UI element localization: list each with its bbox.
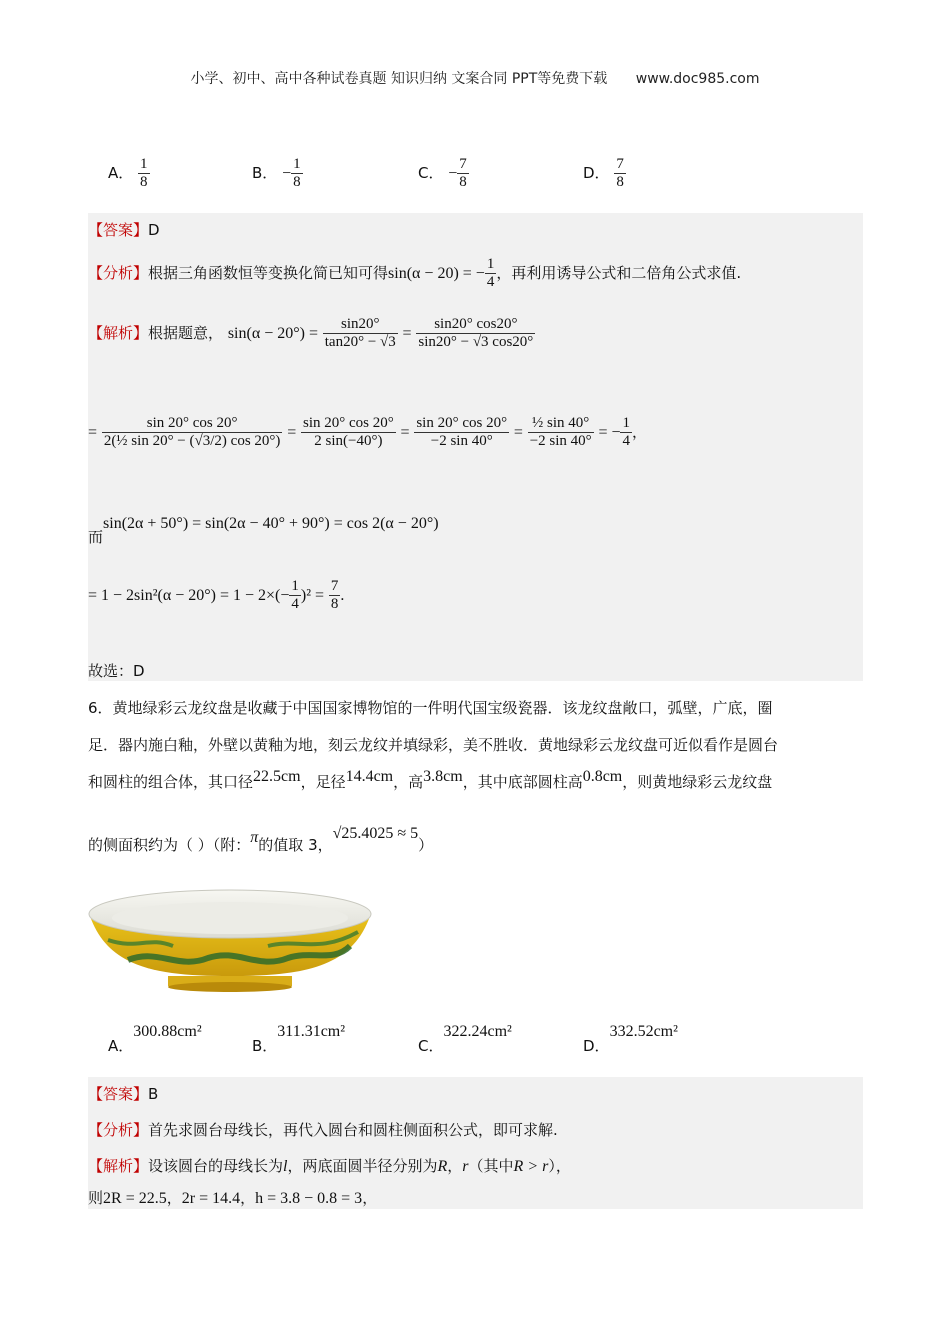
page-header [0, 68, 950, 88]
header-url: www.doc985.com [635, 71, 760, 87]
q6-text: ，足径 [300, 773, 346, 791]
q5-equation-3 [88, 512, 439, 546]
eq2-fraction-2 [301, 415, 396, 450]
option-letter: A． [108, 1037, 134, 1055]
denominator: 8 [293, 174, 301, 190]
header-text: 小学、初中、高中各种试卷真题 知识归纳 文案合同 PPT等免费下载 [190, 71, 608, 87]
denominator: tan20° − √3 [324, 334, 396, 350]
solution-text: 根据题意， [148, 324, 224, 342]
math-h: h = 3.8 − 0.8 = 3 [255, 1190, 363, 1207]
numerator: sin20° cos20° [434, 316, 518, 332]
denominator: 2(½ sin 20° − (√3/2) cos 20°) [103, 433, 281, 449]
q5-equation-4 [88, 578, 344, 613]
option-sign: − [282, 165, 292, 182]
solution-text: ）， [548, 1157, 571, 1175]
cylinder-height: 0.8cm [582, 768, 623, 785]
solution-text: ， [166, 1189, 182, 1207]
q6-option-c [418, 1020, 512, 1055]
q6-text: 6．黄地绿彩云龙纹盘是收藏于中国国家博物馆的一件明代国宝级瓷器．该龙纹盘敞口，弧壁，广底，圈 [88, 699, 773, 717]
equals: = [88, 424, 98, 441]
analysis-tag: 【分析】 [88, 1121, 149, 1139]
solution-tag: 【解析】 [88, 324, 149, 342]
solution-text: ， [362, 1189, 378, 1207]
analysis-text: 根据三角函数恒等变换化简已知可得 [148, 264, 389, 282]
option-fraction [457, 156, 469, 191]
denominator: −2 sin 40° [529, 433, 592, 449]
option-value: 332.52cm² [609, 1023, 678, 1040]
denominator: sin20° − √3 cos20° [418, 334, 534, 350]
q5-option-a [108, 156, 150, 191]
solution-text: ， [447, 1157, 463, 1175]
equals: = [287, 424, 297, 441]
option-letter: B． [252, 1037, 278, 1055]
q6-text: ，则黄地绿彩云龙纹盘 [622, 773, 773, 791]
q6-line-2 [88, 734, 778, 755]
denominator: 8 [616, 174, 624, 190]
q5-option-d [583, 156, 626, 191]
solution-text: 设该圆台的母线长为 [148, 1157, 284, 1175]
q6-solution-line [88, 1155, 571, 1176]
q6-option-b [252, 1020, 346, 1055]
eq3-math: sin(2α + 50°) = sin(2α − 40° + 90°) = cos 2(α − 20°) [103, 515, 439, 532]
denominator: 8 [330, 596, 339, 612]
numerator: sin20° [341, 316, 380, 332]
option-letter: B． [252, 164, 278, 182]
q5-option-b [252, 156, 303, 191]
numerator: sin 20° cos 20° [303, 415, 394, 431]
denominator: 8 [459, 174, 467, 190]
period: . [340, 587, 345, 604]
q5-choose-line [88, 660, 145, 681]
numerator: sin 20° cos 20° [146, 415, 238, 431]
option-letter: C． [418, 1037, 444, 1055]
eq1-fraction-2 [416, 316, 535, 351]
analysis-math: sin(α − 20) = − [388, 265, 485, 282]
var-R: R [437, 1158, 448, 1175]
answer-tag: 【答案】 [88, 221, 149, 239]
choose-text: 故选：D [88, 662, 145, 680]
var-r: r [462, 1158, 469, 1175]
eq4-fraction-1 [289, 578, 301, 613]
analysis-text: 首先求圆台母线长，再代入圆台和圆柱侧面积公式，即可求解. [148, 1121, 558, 1139]
eq4-fraction-2 [329, 578, 341, 613]
q6-text: 足．器内施白釉，外壁以黄釉为地，刻云龙纹并填绿彩，美不胜收．黄地绿彩云龙纹盘可近似看作是圆台 [88, 736, 779, 754]
q6-answer-line [88, 1083, 158, 1104]
numerator: 1 [140, 156, 148, 172]
sqrt-approx: √25.4025 ≈ 5 [332, 825, 419, 842]
answer-tag: 【答案】 [88, 1085, 149, 1103]
q5-answer-line [88, 219, 160, 240]
q6-option-a [108, 1020, 202, 1055]
option-letter: A． [108, 164, 134, 182]
condition-math: R > r [513, 1158, 549, 1175]
option-fraction [291, 156, 303, 191]
denominator: 4 [291, 596, 299, 612]
answer-value: D [148, 221, 160, 239]
mouth-diameter: 22.5cm [253, 768, 301, 785]
equals: = [400, 424, 410, 441]
answer-value: B [148, 1085, 159, 1103]
denominator: 8 [140, 174, 148, 190]
q5-option-c [418, 156, 469, 191]
height-value: 3.8cm [423, 768, 463, 785]
solution-text: （其中 [468, 1157, 514, 1175]
eq2-fraction-1 [102, 415, 283, 450]
equals-minus: = − [598, 424, 621, 441]
q6-analysis-line [88, 1119, 558, 1140]
q6-text: 和圆柱的组合体，其口径 [88, 773, 254, 791]
porcelain-dragon-plate-image [88, 888, 372, 996]
eq1-fraction-1 [323, 316, 398, 351]
foot-diameter: 14.4cm [345, 768, 394, 785]
eq2-fraction-4 [528, 415, 594, 450]
var-l: l [283, 1158, 288, 1175]
math-2r: 2r = 14.4 [181, 1190, 241, 1207]
eq4-math-a: = 1 − 2sin²(α − 20°) = 1 − 2×(− [88, 587, 290, 604]
eq2-fraction-5 [620, 415, 632, 450]
option-value: 311.31cm² [277, 1023, 346, 1040]
q6-option-d [583, 1020, 678, 1055]
numerator: 1 [486, 256, 495, 272]
q5-analysis-line [88, 256, 741, 291]
q6-text: ，高 [393, 773, 424, 791]
equals: = [513, 424, 523, 441]
denominator: −2 sin 40° [414, 432, 509, 450]
q6-line-4 [88, 825, 434, 855]
numerator: 1 [291, 578, 299, 594]
option-value: 322.24cm² [443, 1023, 512, 1040]
comma: ， [631, 423, 647, 441]
numerator: 1 [622, 415, 630, 431]
eq1-lhs: sin(α − 20°) = [227, 325, 318, 342]
denominator: 4 [622, 433, 630, 449]
q6-text: ，其中底部圆柱高 [462, 773, 583, 791]
q6-line-1 [88, 697, 773, 718]
option-letter: D． [583, 1037, 610, 1055]
q5-solution-line-1 [88, 316, 535, 351]
numerator: 7 [459, 156, 467, 172]
q6-line-3 [88, 768, 773, 792]
q6-text: 的侧面积约为（ ）（附： [88, 836, 251, 854]
option-letter: C． [418, 164, 444, 182]
solution-text: ， [240, 1189, 256, 1207]
option-letter: D． [583, 164, 610, 182]
option-fraction [138, 156, 150, 191]
solution-text: ，两底面圆半径分别为 [287, 1157, 438, 1175]
q6-last-line [88, 1187, 377, 1208]
pi-symbol: π [250, 829, 259, 846]
denominator: 2 sin(−40°) [301, 432, 396, 450]
eq2-fraction-3 [414, 415, 509, 450]
er-word: 而 [88, 528, 104, 546]
solution-tag: 【解析】 [88, 1157, 149, 1175]
option-fraction [614, 156, 626, 191]
numerator: sin 20° cos 20° [416, 415, 508, 431]
numerator: 7 [616, 156, 624, 172]
eq4-math-b: )² = [300, 587, 325, 604]
option-value: 300.88cm² [133, 1023, 202, 1040]
numerator: 1 [293, 156, 301, 172]
equals: = [402, 325, 412, 342]
analysis-text-2: ，再利用诱导公式和二倍角公式求值. [496, 264, 742, 282]
q6-text: ） [418, 836, 434, 854]
analysis-fraction [485, 256, 497, 291]
q5-equation-2 [88, 415, 647, 450]
denominator: 4 [486, 274, 495, 290]
numerator: 7 [330, 578, 339, 594]
analysis-tag: 【分析】 [88, 264, 149, 282]
math-2R: 2R = 22.5 [103, 1190, 167, 1207]
numerator: ½ sin 40° [532, 415, 590, 431]
solution-text: 则 [88, 1189, 104, 1207]
option-sign: − [448, 165, 458, 182]
q6-text: 的值取 3， [258, 836, 333, 854]
